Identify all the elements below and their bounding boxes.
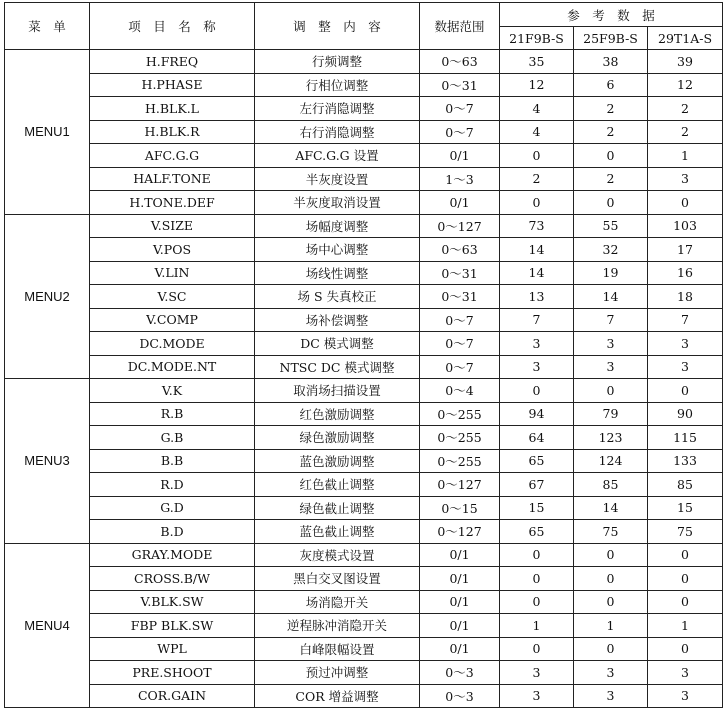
- ref-value-25f9b-cell: 0: [574, 379, 648, 403]
- adjust-content-cell: 红色激励调整: [255, 402, 420, 426]
- ref-value-21f9b-cell: 7: [500, 308, 574, 332]
- table-row: [5, 379, 723, 403]
- ref-value-21f9b-cell: 3: [500, 684, 574, 708]
- item-name-cell: FBP BLK.SW: [90, 614, 255, 638]
- adjust-content-cell: 半灰度设置: [255, 167, 420, 191]
- item-name-cell: COR.GAIN: [90, 684, 255, 708]
- ref-value-25f9b-cell: 0: [574, 567, 648, 591]
- adjust-content-cell: 场 S 失真校正: [255, 285, 420, 309]
- menu-group-label: MENU3: [5, 379, 90, 544]
- ref-value-25f9b-cell: 14: [574, 285, 648, 309]
- ref-value-21f9b-cell: 3: [500, 355, 574, 379]
- ref-value-29t1a-cell: 2: [648, 97, 723, 121]
- ref-value-21f9b-cell: 15: [500, 496, 574, 520]
- ref-value-29t1a-cell: 0: [648, 543, 723, 567]
- ref-value-25f9b-cell: 3: [574, 332, 648, 356]
- data-range-cell: 0/1: [420, 543, 500, 567]
- ref-value-29t1a-cell: 0: [648, 590, 723, 614]
- item-name-cell: G.B: [90, 426, 255, 450]
- item-name-cell: PRE.SHOOT: [90, 661, 255, 685]
- ref-value-29t1a-cell: 0: [648, 567, 723, 591]
- data-range-cell: 0～31: [420, 261, 500, 285]
- ref-value-21f9b-cell: 14: [500, 238, 574, 262]
- header-adjust-content: 调 整 内 容: [255, 3, 420, 50]
- adjust-content-cell: 白峰限幅设置: [255, 637, 420, 661]
- header-model-1: 21F9B-S: [500, 27, 574, 50]
- ref-value-21f9b-cell: 3: [500, 332, 574, 356]
- item-name-cell: H.BLK.L: [90, 97, 255, 121]
- item-name-cell: G.D: [90, 496, 255, 520]
- item-name-cell: R.B: [90, 402, 255, 426]
- adjust-content-cell: 逆程脉冲消隐开关: [255, 614, 420, 638]
- ref-value-25f9b-cell: 75: [574, 520, 648, 544]
- ref-value-21f9b-cell: 4: [500, 120, 574, 144]
- adjust-content-cell: AFC.G.G 设置: [255, 144, 420, 168]
- table-row: [5, 402, 723, 426]
- adjust-content-cell: 左行消隐调整: [255, 97, 420, 121]
- ref-value-25f9b-cell: 1: [574, 614, 648, 638]
- ref-value-25f9b-cell: 3: [574, 661, 648, 685]
- item-name-cell: V.SIZE: [90, 214, 255, 238]
- ref-value-25f9b-cell: 0: [574, 191, 648, 215]
- item-name-cell: AFC.G.G: [90, 144, 255, 168]
- table-row: [5, 144, 723, 168]
- ref-value-29t1a-cell: 16: [648, 261, 723, 285]
- item-name-cell: R.D: [90, 473, 255, 497]
- menu-group-label: MENU1: [5, 50, 90, 215]
- adjust-content-cell: 右行消隐调整: [255, 120, 420, 144]
- table-row: [5, 473, 723, 497]
- table-row: [5, 567, 723, 591]
- ref-value-25f9b-cell: 2: [574, 167, 648, 191]
- data-range-cell: 0～4: [420, 379, 500, 403]
- ref-value-21f9b-cell: 3: [500, 661, 574, 685]
- data-range-cell: 0～255: [420, 426, 500, 450]
- data-range-cell: 0～255: [420, 449, 500, 473]
- table-row: [5, 238, 723, 262]
- ref-value-29t1a-cell: 0: [648, 379, 723, 403]
- item-name-cell: B.D: [90, 520, 255, 544]
- ref-value-29t1a-cell: 90: [648, 402, 723, 426]
- table-row: [5, 332, 723, 356]
- adjust-content-cell: 灰度模式设置: [255, 543, 420, 567]
- adjust-content-cell: 黑白交叉图设置: [255, 567, 420, 591]
- ref-value-21f9b-cell: 0: [500, 590, 574, 614]
- data-range-cell: 0/1: [420, 590, 500, 614]
- ref-value-25f9b-cell: 79: [574, 402, 648, 426]
- ref-value-25f9b-cell: 0: [574, 144, 648, 168]
- data-range-cell: 0/1: [420, 191, 500, 215]
- adjust-content-cell: 场线性调整: [255, 261, 420, 285]
- item-name-cell: H.BLK.R: [90, 120, 255, 144]
- table-row: [5, 97, 723, 121]
- table-row: [5, 167, 723, 191]
- ref-value-29t1a-cell: 39: [648, 50, 723, 74]
- ref-value-21f9b-cell: 2: [500, 167, 574, 191]
- ref-value-25f9b-cell: 123: [574, 426, 648, 450]
- ref-value-29t1a-cell: 85: [648, 473, 723, 497]
- ref-value-21f9b-cell: 4: [500, 97, 574, 121]
- ref-value-21f9b-cell: 0: [500, 379, 574, 403]
- data-range-cell: 0～7: [420, 308, 500, 332]
- adjust-content-cell: 预过冲调整: [255, 661, 420, 685]
- header-model-3: 29T1A-S: [648, 27, 723, 50]
- data-range-cell: 0/1: [420, 567, 500, 591]
- adjust-content-cell: NTSC DC 模式调整: [255, 355, 420, 379]
- data-range-cell: 0～31: [420, 285, 500, 309]
- ref-value-21f9b-cell: 12: [500, 73, 574, 97]
- ref-value-29t1a-cell: 0: [648, 637, 723, 661]
- data-range-cell: 0～7: [420, 120, 500, 144]
- item-name-cell: DC.MODE: [90, 332, 255, 356]
- data-range-cell: 0～63: [420, 50, 500, 74]
- ref-value-25f9b-cell: 0: [574, 590, 648, 614]
- ref-value-29t1a-cell: 7: [648, 308, 723, 332]
- ref-value-29t1a-cell: 2: [648, 120, 723, 144]
- ref-value-25f9b-cell: 19: [574, 261, 648, 285]
- table-row: [5, 637, 723, 661]
- item-name-cell: V.POS: [90, 238, 255, 262]
- ref-value-21f9b-cell: 73: [500, 214, 574, 238]
- ref-value-29t1a-cell: 3: [648, 332, 723, 356]
- ref-value-21f9b-cell: 94: [500, 402, 574, 426]
- data-range-cell: 0～7: [420, 355, 500, 379]
- table-row: [5, 73, 723, 97]
- table-row: [5, 449, 723, 473]
- header-menu: 菜 单: [5, 3, 90, 50]
- ref-value-29t1a-cell: 103: [648, 214, 723, 238]
- item-name-cell: WPL: [90, 637, 255, 661]
- ref-value-25f9b-cell: 7: [574, 308, 648, 332]
- item-name-cell: V.BLK.SW: [90, 590, 255, 614]
- ref-value-29t1a-cell: 17: [648, 238, 723, 262]
- ref-value-25f9b-cell: 14: [574, 496, 648, 520]
- item-name-cell: V.LIN: [90, 261, 255, 285]
- ref-value-21f9b-cell: 0: [500, 543, 574, 567]
- adjust-content-cell: 场消隐开关: [255, 590, 420, 614]
- ref-value-25f9b-cell: 32: [574, 238, 648, 262]
- item-name-cell: DC.MODE.NT: [90, 355, 255, 379]
- ref-value-29t1a-cell: 3: [648, 355, 723, 379]
- table-row: [5, 661, 723, 685]
- table-row: [5, 614, 723, 638]
- ref-value-21f9b-cell: 67: [500, 473, 574, 497]
- table-row: [5, 214, 723, 238]
- ref-value-21f9b-cell: 0: [500, 191, 574, 215]
- adjust-content-cell: COR 增益调整: [255, 684, 420, 708]
- item-name-cell: V.SC: [90, 285, 255, 309]
- ref-value-25f9b-cell: 55: [574, 214, 648, 238]
- item-name-cell: H.TONE.DEF: [90, 191, 255, 215]
- ref-value-21f9b-cell: 64: [500, 426, 574, 450]
- menu-group-label: MENU4: [5, 543, 90, 708]
- ref-value-29t1a-cell: 3: [648, 684, 723, 708]
- data-range-cell: 0～3: [420, 684, 500, 708]
- data-range-cell: 1～3: [420, 167, 500, 191]
- adjust-content-cell: 红色截止调整: [255, 473, 420, 497]
- ref-value-25f9b-cell: 3: [574, 684, 648, 708]
- ref-value-29t1a-cell: 75: [648, 520, 723, 544]
- ref-value-25f9b-cell: 38: [574, 50, 648, 74]
- item-name-cell: V.COMP: [90, 308, 255, 332]
- ref-value-21f9b-cell: 35: [500, 50, 574, 74]
- adjust-content-cell: 绿色激励调整: [255, 426, 420, 450]
- table-row: [5, 261, 723, 285]
- table-row: [5, 120, 723, 144]
- ref-value-25f9b-cell: 2: [574, 120, 648, 144]
- data-range-cell: 0～63: [420, 238, 500, 262]
- table-body: [5, 50, 723, 708]
- data-range-cell: 0～127: [420, 214, 500, 238]
- adjust-content-cell: 行频调整: [255, 50, 420, 74]
- data-range-cell: 0～7: [420, 97, 500, 121]
- ref-value-29t1a-cell: 3: [648, 167, 723, 191]
- ref-value-21f9b-cell: 14: [500, 261, 574, 285]
- menu-group-label: MENU2: [5, 214, 90, 379]
- table-row: [5, 496, 723, 520]
- ref-value-29t1a-cell: 0: [648, 191, 723, 215]
- adjust-content-cell: 场中心调整: [255, 238, 420, 262]
- item-name-cell: B.B: [90, 449, 255, 473]
- data-range-cell: 0～7: [420, 332, 500, 356]
- data-range-cell: 0/1: [420, 614, 500, 638]
- ref-value-21f9b-cell: 1: [500, 614, 574, 638]
- adjust-content-cell: 绿色截止调整: [255, 496, 420, 520]
- table-row: [5, 285, 723, 309]
- ref-value-25f9b-cell: 0: [574, 637, 648, 661]
- ref-value-29t1a-cell: 15: [648, 496, 723, 520]
- adjust-content-cell: 半灰度取消设置: [255, 191, 420, 215]
- ref-value-21f9b-cell: 65: [500, 520, 574, 544]
- ref-value-29t1a-cell: 1: [648, 144, 723, 168]
- header-model-2: 25F9B-S: [574, 27, 648, 50]
- item-name-cell: V.K: [90, 379, 255, 403]
- adjust-content-cell: 行相位调整: [255, 73, 420, 97]
- data-range-cell: 0～255: [420, 402, 500, 426]
- adjust-content-cell: 蓝色截止调整: [255, 520, 420, 544]
- item-name-cell: H.FREQ: [90, 50, 255, 74]
- item-name-cell: CROSS.B/W: [90, 567, 255, 591]
- ref-value-25f9b-cell: 6: [574, 73, 648, 97]
- table-row: [5, 590, 723, 614]
- data-range-cell: 0/1: [420, 144, 500, 168]
- ref-value-29t1a-cell: 1: [648, 614, 723, 638]
- data-range-cell: 0～3: [420, 661, 500, 685]
- ref-value-25f9b-cell: 85: [574, 473, 648, 497]
- item-name-cell: H.PHASE: [90, 73, 255, 97]
- header-reference-data: 参 考 数 据: [500, 3, 723, 27]
- ref-value-29t1a-cell: 133: [648, 449, 723, 473]
- adjust-content-cell: 蓝色激励调整: [255, 449, 420, 473]
- table-row: [5, 191, 723, 215]
- item-name-cell: HALF.TONE: [90, 167, 255, 191]
- table-row: [5, 355, 723, 379]
- table-row: [5, 308, 723, 332]
- ref-value-21f9b-cell: 0: [500, 144, 574, 168]
- table-row: [5, 543, 723, 567]
- table-row: [5, 520, 723, 544]
- header-data-range: 数据范围: [420, 3, 500, 50]
- data-range-cell: 0～127: [420, 520, 500, 544]
- ref-value-21f9b-cell: 0: [500, 567, 574, 591]
- ref-value-25f9b-cell: 3: [574, 355, 648, 379]
- ref-value-29t1a-cell: 12: [648, 73, 723, 97]
- data-range-cell: 0/1: [420, 637, 500, 661]
- table-row: [5, 426, 723, 450]
- ref-value-25f9b-cell: 124: [574, 449, 648, 473]
- ref-value-29t1a-cell: 3: [648, 661, 723, 685]
- adjust-content-cell: 场补偿调整: [255, 308, 420, 332]
- data-range-cell: 0～15: [420, 496, 500, 520]
- ref-value-29t1a-cell: 115: [648, 426, 723, 450]
- adjust-content-cell: 取消场扫描设置: [255, 379, 420, 403]
- table-row: [5, 50, 723, 74]
- ref-value-21f9b-cell: 0: [500, 637, 574, 661]
- data-range-cell: 0～127: [420, 473, 500, 497]
- settings-table: [4, 2, 723, 708]
- adjust-content-cell: 场幅度调整: [255, 214, 420, 238]
- adjust-content-cell: DC 模式调整: [255, 332, 420, 356]
- ref-value-29t1a-cell: 18: [648, 285, 723, 309]
- ref-value-25f9b-cell: 0: [574, 543, 648, 567]
- ref-value-21f9b-cell: 13: [500, 285, 574, 309]
- data-range-cell: 0～31: [420, 73, 500, 97]
- item-name-cell: GRAY.MODE: [90, 543, 255, 567]
- ref-value-21f9b-cell: 65: [500, 449, 574, 473]
- ref-value-25f9b-cell: 2: [574, 97, 648, 121]
- header-item-name: 项 目 名 称: [90, 3, 255, 50]
- table-row: [5, 684, 723, 708]
